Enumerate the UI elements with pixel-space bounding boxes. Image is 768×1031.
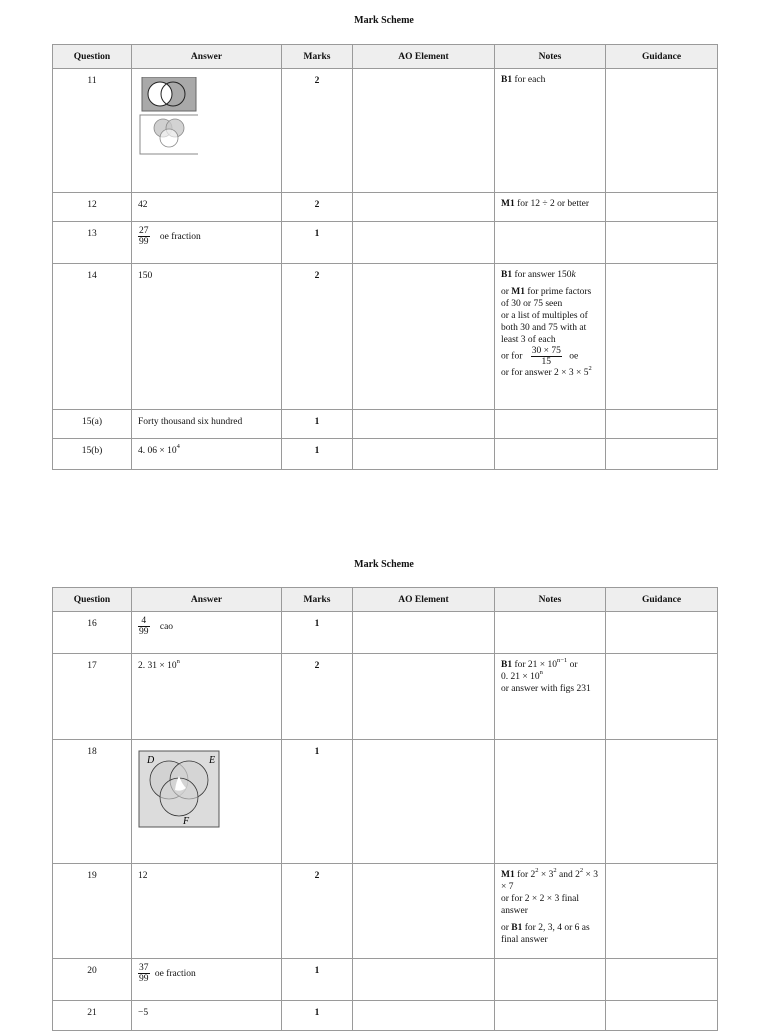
note-text: for each (512, 75, 546, 85)
table-row (53, 193, 718, 222)
marks-value: 1 (314, 446, 320, 456)
answer-suffix: cao (159, 621, 174, 632)
marks-value: 2 (314, 200, 320, 210)
marks-value: 1 (314, 966, 320, 976)
answer-text: 150 (138, 271, 153, 281)
venn-label-f: F (183, 816, 190, 827)
table-row (53, 410, 718, 439)
marks-value: 1 (314, 747, 320, 757)
answer-text: 2. $31 \times 10^n$ (138, 657, 180, 671)
mark-code: B1 (501, 75, 513, 85)
note-line: or for answer $2 \times 3 \times 5^2$ (501, 364, 592, 378)
table-row (53, 654, 718, 740)
answer-text: 4. $06 \times 10^4$ (138, 442, 180, 456)
question-number: 13 (87, 229, 97, 239)
table-row (53, 439, 718, 470)
header-question: Question (53, 45, 132, 69)
question-number: 15(b) (81, 446, 103, 456)
header-question: Question (53, 588, 132, 612)
note-line: or for $\frac{30 \times 75}{15}$ oe (501, 346, 579, 367)
mark-code: M1 (501, 199, 515, 209)
answer-text: −5 (138, 1008, 149, 1018)
note-line: B1 for $21 \times 10^{n-1}$ or (501, 656, 578, 670)
note-line: 0. $21 \times 10^n$ (501, 668, 543, 682)
table-row (53, 959, 718, 1001)
table-row (53, 612, 718, 654)
venn-label-e: E (209, 755, 216, 766)
marks-value: 2 (314, 661, 320, 671)
question-number: 21 (87, 1008, 97, 1018)
marks-value: 1 (314, 619, 320, 629)
note-line: or answer with figs 231 (501, 684, 591, 694)
page2-heading: Mark Scheme (354, 559, 414, 570)
header-row (53, 45, 718, 69)
note-line: or B1 for 2, 3, 4 or 6 as final answer (501, 923, 590, 945)
header-marks: Marks (282, 45, 353, 69)
header-notes: Notes (495, 45, 606, 69)
answer-text: Forty thousand six hundred (138, 417, 243, 427)
table-row (53, 264, 718, 410)
note-line: M1 for $2^2 \times 3^2$ and $2^2 \times 3 \times 7$ (501, 866, 598, 892)
question-number: 20 (87, 966, 97, 976)
answer-suffix: oe fraction (154, 968, 196, 979)
mark-scheme-table-2 (52, 587, 718, 1031)
marks-value: 2 (314, 76, 320, 86)
question-number: 19 (87, 871, 97, 881)
venn-diagram-image (138, 750, 222, 830)
header-answer: Answer (132, 588, 282, 612)
marks-value: 1 (314, 417, 320, 427)
question-number: 16 (87, 619, 97, 629)
marks-value: 2 (314, 271, 320, 281)
header-marks: Marks (282, 588, 353, 612)
header-answer: Answer (132, 45, 282, 69)
header-row (53, 588, 718, 612)
question-number: 17 (87, 661, 97, 671)
answer-fraction: $\frac{37}{99}$ (139, 963, 149, 984)
question-number: 18 (87, 747, 97, 757)
mark-scheme-table-1 (52, 44, 718, 470)
page1-heading: Mark Scheme (354, 15, 414, 26)
marks-value: 1 (314, 1008, 320, 1018)
note-text: for 12 ÷ 2 or better (514, 199, 590, 209)
note-line: B1 for answer 150k (501, 270, 576, 280)
venn-label-d: D (147, 755, 155, 766)
answer-suffix: oe fraction (159, 231, 201, 242)
header-guidance: Guidance (606, 588, 718, 612)
answer-text: 12 (138, 871, 148, 881)
answer-fraction: $\frac{27}{99}$ (139, 226, 149, 247)
note-line: or a list of multiples of both 30 and 75 with at least 3 of each (501, 311, 588, 345)
venn-diagram-image (138, 77, 198, 157)
header-ao-element: AO Element (353, 588, 495, 612)
table-row (53, 740, 718, 864)
table-row (53, 222, 718, 264)
question-number: 12 (87, 200, 97, 210)
question-number: 11 (87, 76, 97, 86)
note-line: or for 2 × 2 × 3 final answer (501, 894, 579, 916)
note-line: or M1 for prime factors of 30 or 75 seen (501, 287, 592, 309)
question-number: 14 (87, 271, 97, 281)
question-number: 15(a) (81, 417, 103, 427)
answer-text: 42 (138, 200, 148, 210)
header-guidance: Guidance (606, 45, 718, 69)
answer-fraction: $\frac{4}{99}$ (139, 616, 149, 637)
table-row (53, 69, 718, 193)
header-ao-element: AO Element (353, 45, 495, 69)
header-notes: Notes (495, 588, 606, 612)
marks-value: 1 (314, 229, 320, 239)
table-row (53, 864, 718, 959)
marks-value: 2 (314, 871, 320, 881)
table-row (53, 1001, 718, 1031)
